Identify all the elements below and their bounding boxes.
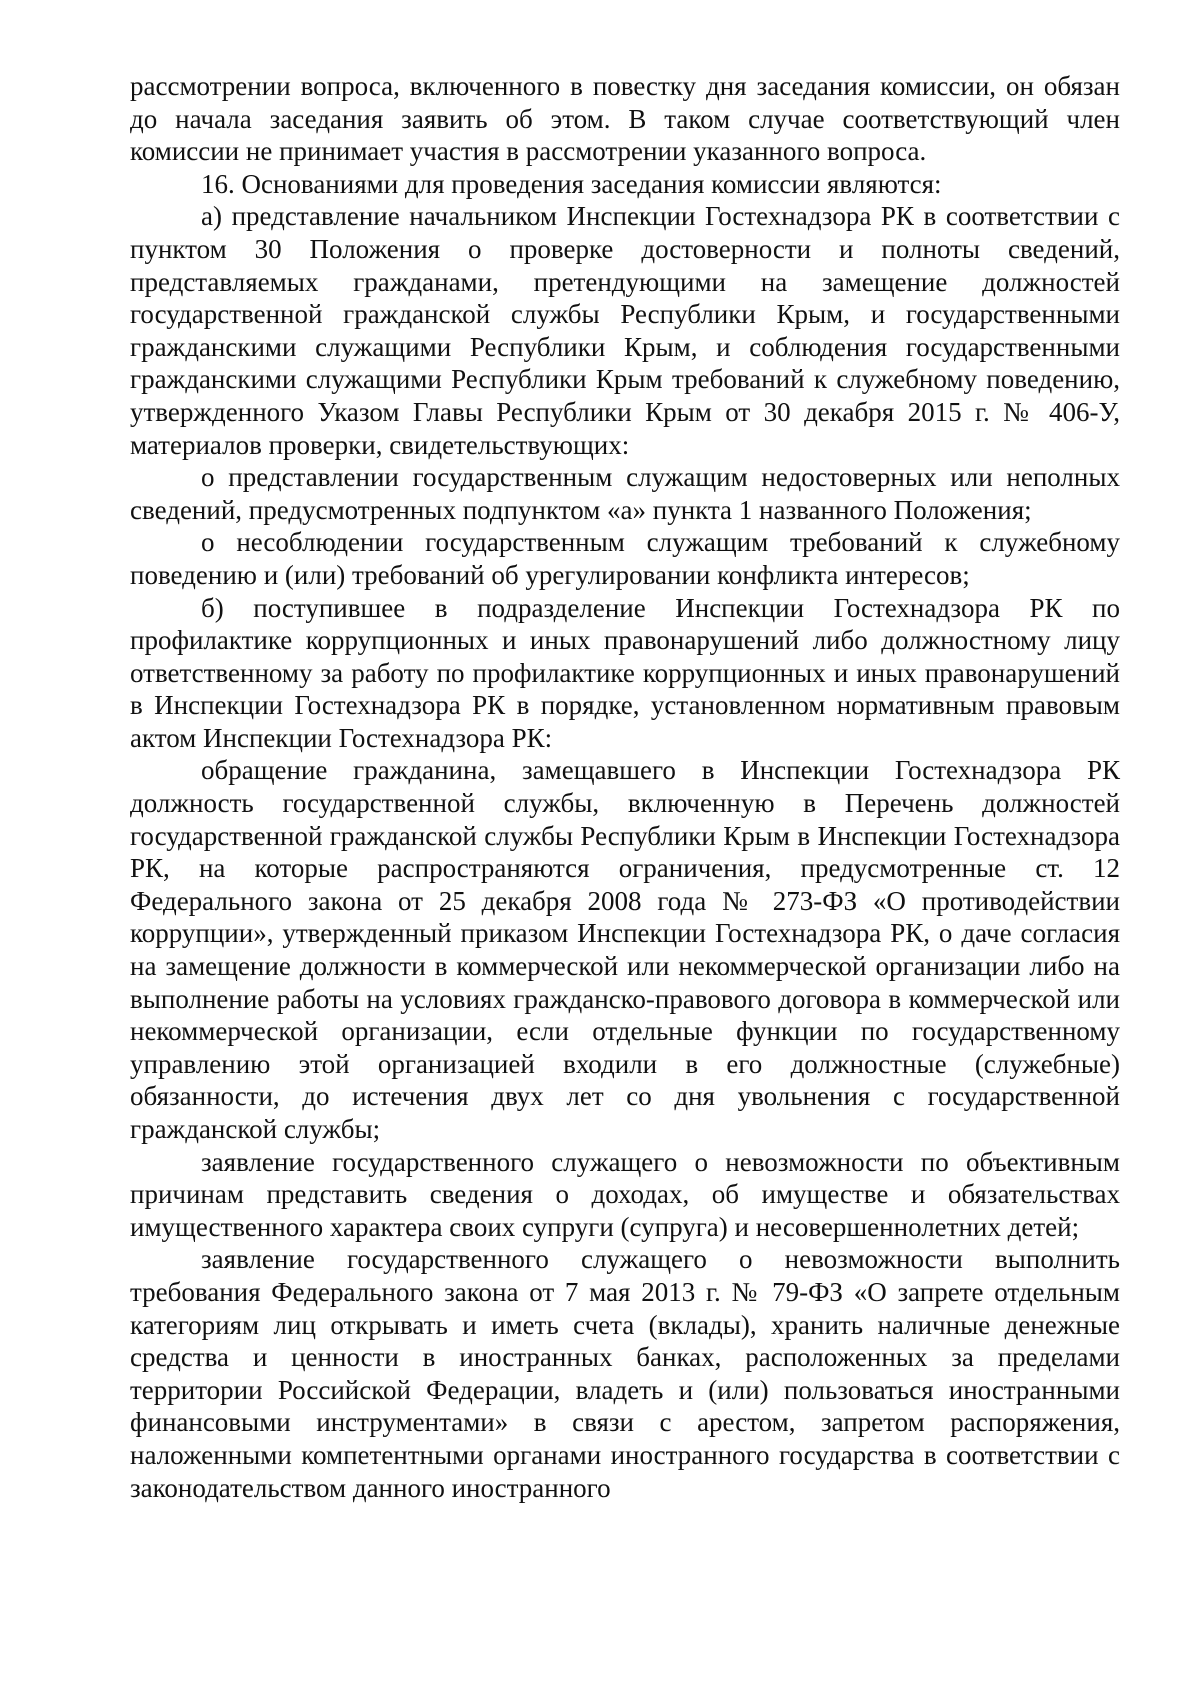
paragraph-5: б) поступившее в подразделение Инспекции Гостехнадзора РК по профилактике коррупционных и иных правонарушений либо должностному лицу ответственному за работу по профилактике коррупционных и иных правонарушений в Инспекции Гостехнадзора РК в порядке, установленном нормативным правовым актом Инспекции Гостехнадзора РК:: [130, 592, 1120, 753]
paragraph-3: о представлении государственным служащим недостоверных или неполных сведений, предусмотренных подпунктом «а» пункта 1 названного Положения;: [130, 462, 1120, 525]
paragraph-7: заявление государственного служащего о невозможности по объективным причинам представить сведения о доходах, об имуществе и обязательствах имущественного характера своих супруги (супруга) и несовершеннолетних детей;: [130, 1146, 1120, 1242]
paragraph-2: а) представление начальником Инспекции Гостехнадзора РК в соответствии с пунктом 30 Положения о проверке достоверности и полноты сведений, представляемых гражданами, претендующими на замещение должностей государственной гражданской службы Республики Крым, и государственными гражданскими служащими Республики Крым, и соблюдения государственными гражданскими служащими Республики Крым требований к служебному поведению, утвержденного Указом Главы Республики Крым от 30 декабря 2015 г. № 406-У, материалов проверки, свидетельствующих:: [130, 201, 1120, 460]
paragraph-0: рассмотрении вопроса, включенного в повестку дня заседания комиссии, он обязан до начала заседания заявить об этом. В таком случае соответствующий член комиссии не принимает участия в рассмотрении указанного вопроса.: [130, 71, 1120, 167]
paragraph-6: обращение гражданина, замещавшего в Инспекции Гостехнадзора РК должность государственной службы, включенную в Перечень должностей государственной гражданской службы Республики Крым в Инспекции Гостехнадзора РК, на которые распространяются ограничения, предусмотренные ст. 12 Федерального закона от 25 декабря 2008 года № 273-ФЗ «О противодействии коррупции», утвержденный приказом Инспекции Гостехнадзора РК, о даче согласия на замещение должности в коммерческой или некоммерческой организации либо на выполнение работы на условиях гражданско-правового договора в коммерческой или некоммерческой организации, если отдельные функции по государственному управлению этой организацией входили в его должностные (служебные) обязанности, до истечения двух лет со дня увольнения с государственной гражданской службы;: [130, 755, 1120, 1144]
paragraph-8: заявление государственного служащего о невозможности выполнить требования Федерального закона от 7 мая 2013 г. № 79-ФЗ «О запрете отдельным категориям лиц открывать и иметь счета (вклады), хранить наличные денежные средства и ценности в иностранных банках, расположенных за пределами территории Российской Федерации, владеть и (или) пользоваться иностранными финансовыми инструментами» в связи с арестом, запретом распоряжения, наложенными компетентными органами иностранного государства в соответствии с законодательством данного иностранного: [130, 1244, 1120, 1503]
document-page: [130, 70, 1120, 1504]
paragraph-1: 16. Основаниями для проведения заседания комиссии являются:: [201, 168, 942, 199]
paragraph-4: о несоблюдении государственным служащим требований к служебному поведению и (или) требований об урегулировании конфликта интересов;: [130, 527, 1120, 590]
